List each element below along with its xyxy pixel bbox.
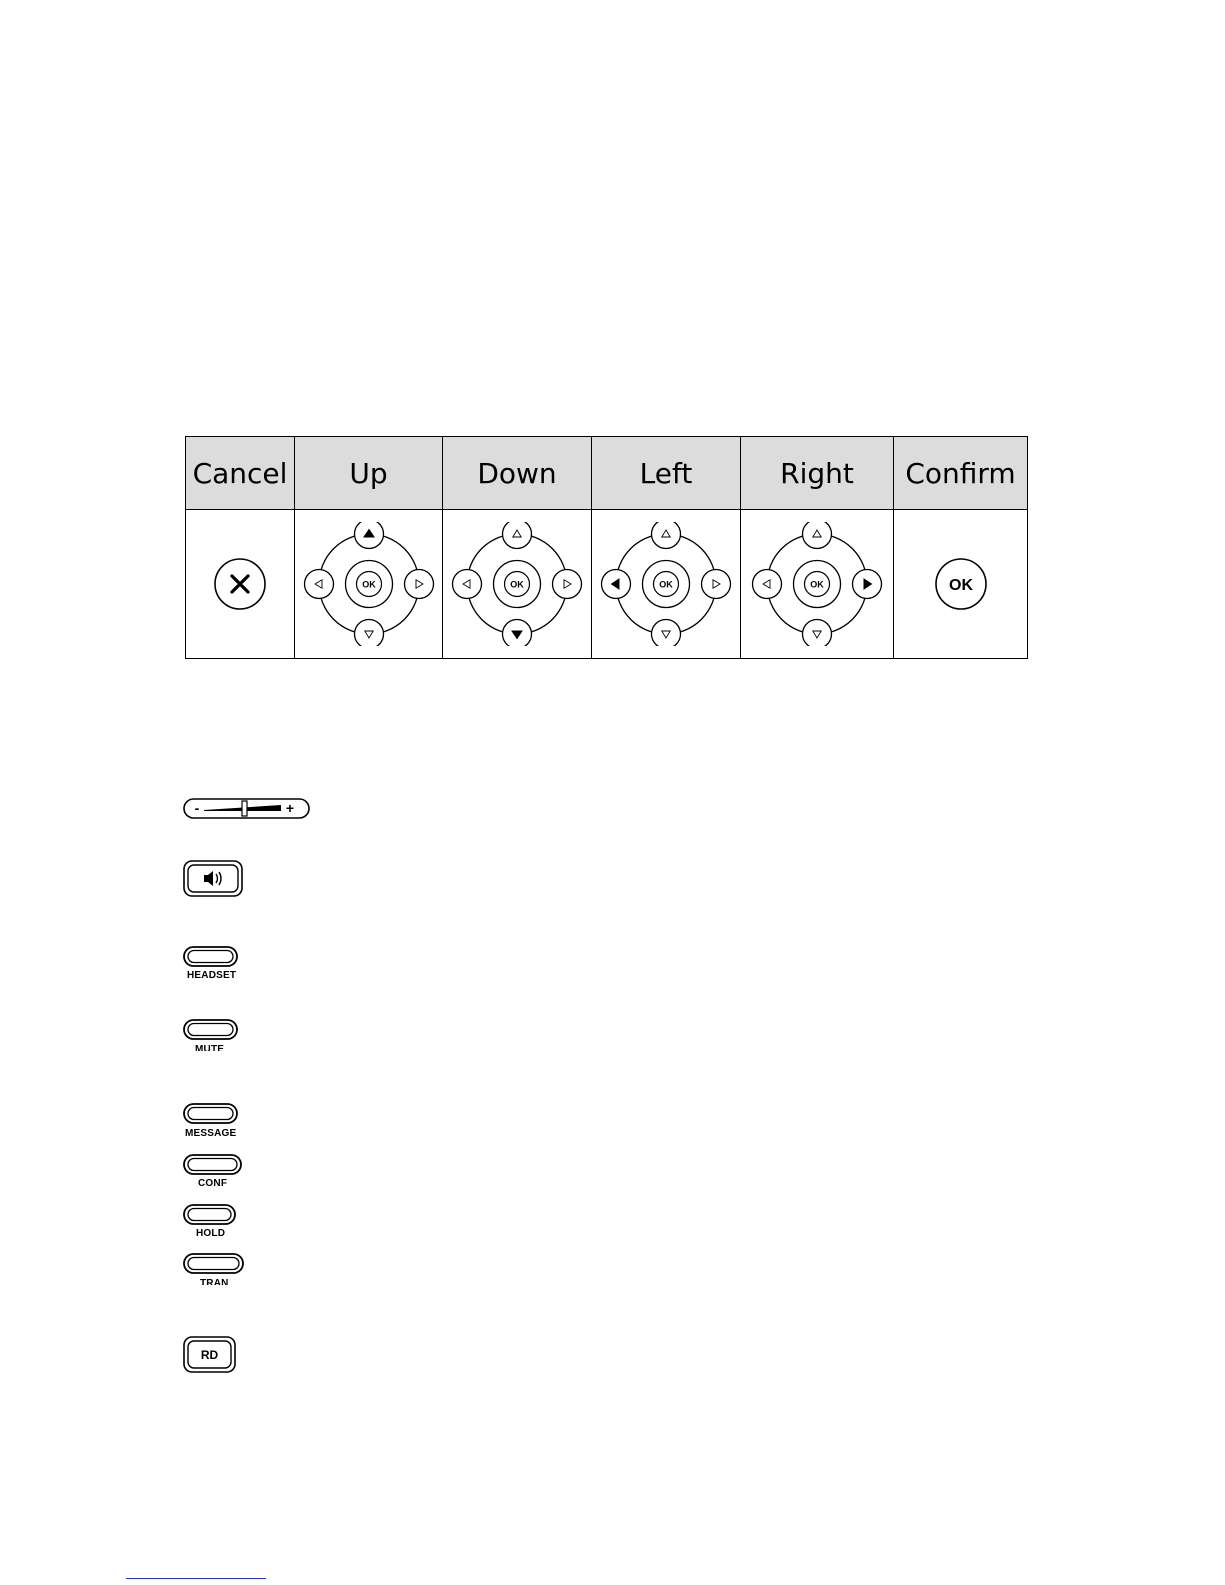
cell-right [741,510,894,659]
headset-button-icon [182,945,240,969]
header-left: Left [592,437,741,510]
cell-down [443,510,592,659]
speaker-icon [182,859,246,899]
left-arrow-key [602,570,631,599]
ok-button-icon [934,557,988,611]
up-arrow-key [652,522,681,549]
ok-center-label: OK [810,579,824,590]
table-row [186,510,1028,659]
cell-cancel [186,510,295,659]
navigation-pad-up-icon [301,522,437,646]
headset-key[interactable] [182,945,240,981]
navigation-pad-left-icon [598,522,734,646]
volume-key[interactable] [182,797,312,821]
cancel-x-icon [213,557,267,611]
speaker-key[interactable] [182,859,246,899]
down-arrow-key [503,620,532,647]
ok-label: OK [948,577,973,594]
hold-key[interactable] [182,1203,238,1239]
headset-label: HEADSET [187,970,237,981]
header-cancel: Cancel [186,437,295,510]
footnote-rule [126,1578,266,1579]
ok-center-label: OK [659,579,673,590]
ok-center-label: OK [361,579,376,590]
ok-center-label: OK [510,579,524,590]
rd-button-icon [182,1335,238,1375]
hold-button-icon [182,1203,238,1227]
rd-key[interactable] [182,1335,238,1375]
message-key[interactable] [182,1102,240,1139]
navigation-pad-right-icon [749,522,885,646]
down-arrow-key [803,620,832,647]
header-confirm: Confirm [894,437,1028,510]
cell-up [295,510,443,659]
up-arrow-key [803,522,832,549]
tran-key[interactable] [182,1252,246,1285]
right-arrow-key [553,570,582,599]
header-down: Down [443,437,592,510]
header-right: Right [741,437,894,510]
hold-label: HOLD [196,1228,226,1239]
right-arrow-key [702,570,731,599]
conf-button-icon [182,1153,244,1177]
left-arrow-key [304,570,333,599]
volume-minus-label: - [194,800,200,816]
conf-label: CONF [198,1178,228,1189]
message-label: MESSAGE [185,1128,237,1139]
navigation-pad-down-icon [449,522,585,646]
volume-slider-icon [182,797,312,821]
right-arrow-key [853,570,882,599]
rd-label: RD [200,1348,219,1362]
left-arrow-key [753,570,782,599]
down-arrow-key [652,620,681,647]
right-arrow-key [404,570,433,599]
message-button-icon [182,1102,240,1126]
header-up: Up [295,437,443,510]
mute-label: MUTE [195,1045,225,1051]
volume-plus-label: + [285,800,295,816]
mute-button-icon [182,1018,240,1042]
mute-key[interactable] [182,1018,240,1051]
tran-label: TRAN [200,1279,229,1285]
up-arrow-key [354,522,383,549]
conf-key[interactable] [182,1153,244,1189]
cell-left [592,510,741,659]
navigation-keys-table [185,436,1028,659]
cell-confirm [894,510,1028,659]
down-arrow-key [354,620,383,647]
table-header-row [186,437,1028,510]
up-arrow-key [503,522,532,549]
tran-button-icon [182,1252,246,1276]
left-arrow-key [453,570,482,599]
